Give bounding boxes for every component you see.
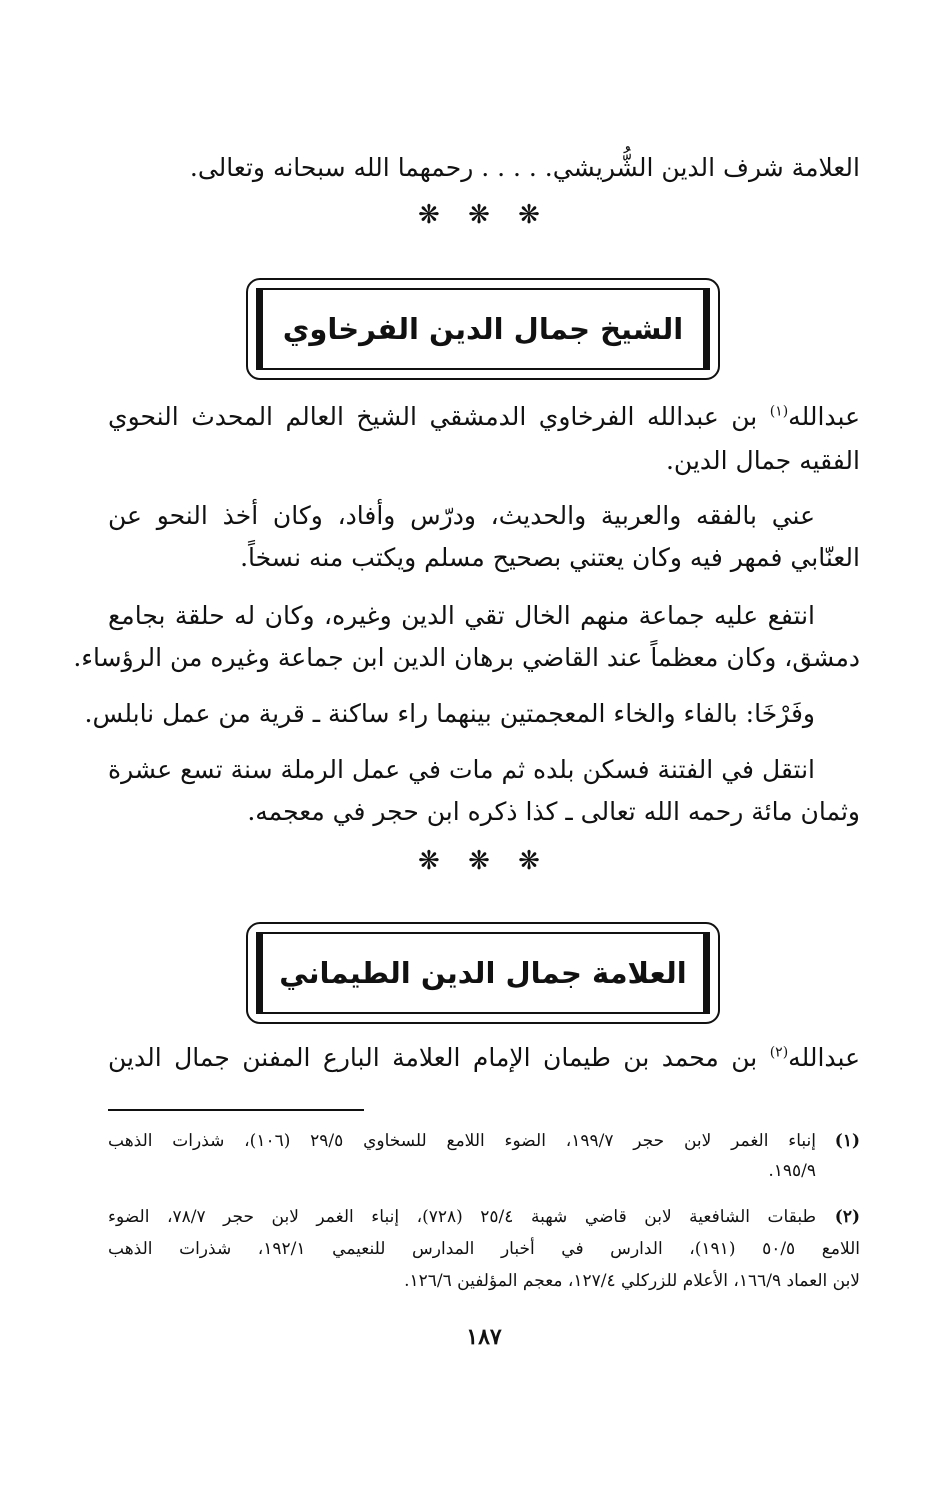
footnote-1-line2: ١٩٥/٩. [768,1161,816,1181]
footnote-ref-1: (١) [769,403,789,420]
section2-title: العلامة جمال الدين الطيماني [279,956,687,990]
footnote-rule [108,1109,364,1111]
s1-p1-rest: بن عبدالله الفرخاوي الدمشقي الشيخ العالم المحدث النحوي [108,402,770,431]
s2-p1-rest: بن محمد بن طيمان الإمام العلامة البارع المفنن جمال الدين [108,1043,770,1072]
s1-p2-line2: العنّابي فمهر فيه وكان يعتني بصحيح مسلم ويكتب منه نسخاً. [240,543,860,572]
s2-p1-line1 [108,1038,860,1078]
s1-p4-line1: وفَرْخَا: بالفاء والخاء المعجمتين بينهما راء ساكنة ـ قرية من عمل نابلس. [84,699,815,728]
s1-p5-line2: وثمان مائة رحمه الله تعالى ـ كذا ذكره ابن حجر في معجمه. [247,797,860,826]
footnote-1-line1: إنباء الغمر لابن حجر ١٩٩/٧، الضوء اللامع للسخاوي ٢٩/٥ (١٠٦)، شذرات الذهب [108,1131,816,1151]
section1-title-box [246,278,720,380]
s1-p3-line2: دمشق، وكان معظماً عند القاضي برهان الدين ابن جماعة وغيره من الرؤساء. [73,643,860,672]
s1-p1-name: عبدالله [788,402,860,431]
page-number: ١٨٧ [466,1324,502,1350]
footnote-2-line3: لابن العماد ١٦٦/٩، الأعلام للزركلي ١٢٧/٤، معجم المؤلفين ١٢٦/٦. [404,1271,860,1291]
footnote-2-number: (٢) [834,1207,860,1227]
footnote-ref-2: (٢) [769,1044,789,1061]
separator-2: ❋ ❋ ❋ [418,846,550,876]
footnote-2-line1: طبقات الشافعية لابن قاضي شهبة ٢٥/٤ (٧٢٨)، إنباء الغمر لابن حجر ٧٨/٧، الضوء [108,1207,816,1227]
footnote-2-line2: اللامع ٥٠/٥ (١٩١)، الدارس في أخبار المدارس للنعيمي ١٩٢/١، شذرات الذهب [108,1239,860,1259]
s1-p5-line1: انتقل في الفتنة فسكن بلده ثم مات في عمل الرملة سنة تسع عشرة [108,755,815,784]
s1-p3-line1: انتفع عليه جماعة منهم الخال تقي الدين وغيره، وكان له حلقة بجامع [108,601,815,630]
top-line: العلامة شرف الدين الشُّريشي. . . . . رحمهما الله سبحانه وتعالى. [189,153,860,182]
s1-p1-line2: الفقيه جمال الدين. [665,446,860,475]
document-page [73,0,860,1494]
s2-p1-name: عبدالله [788,1043,860,1072]
separator-1: ❋ ❋ ❋ [418,200,550,230]
s1-p1-line1 [108,397,860,437]
section2-title-box [246,922,720,1024]
section1-title: الشيخ جمال الدين الفرخاوي [282,312,684,346]
footnote-1-number: (١) [834,1131,860,1151]
s1-p2-line1: عني بالفقه والعربية والحديث، ودرّس وأفاد، وكان أخذ النحو عن [108,501,815,530]
